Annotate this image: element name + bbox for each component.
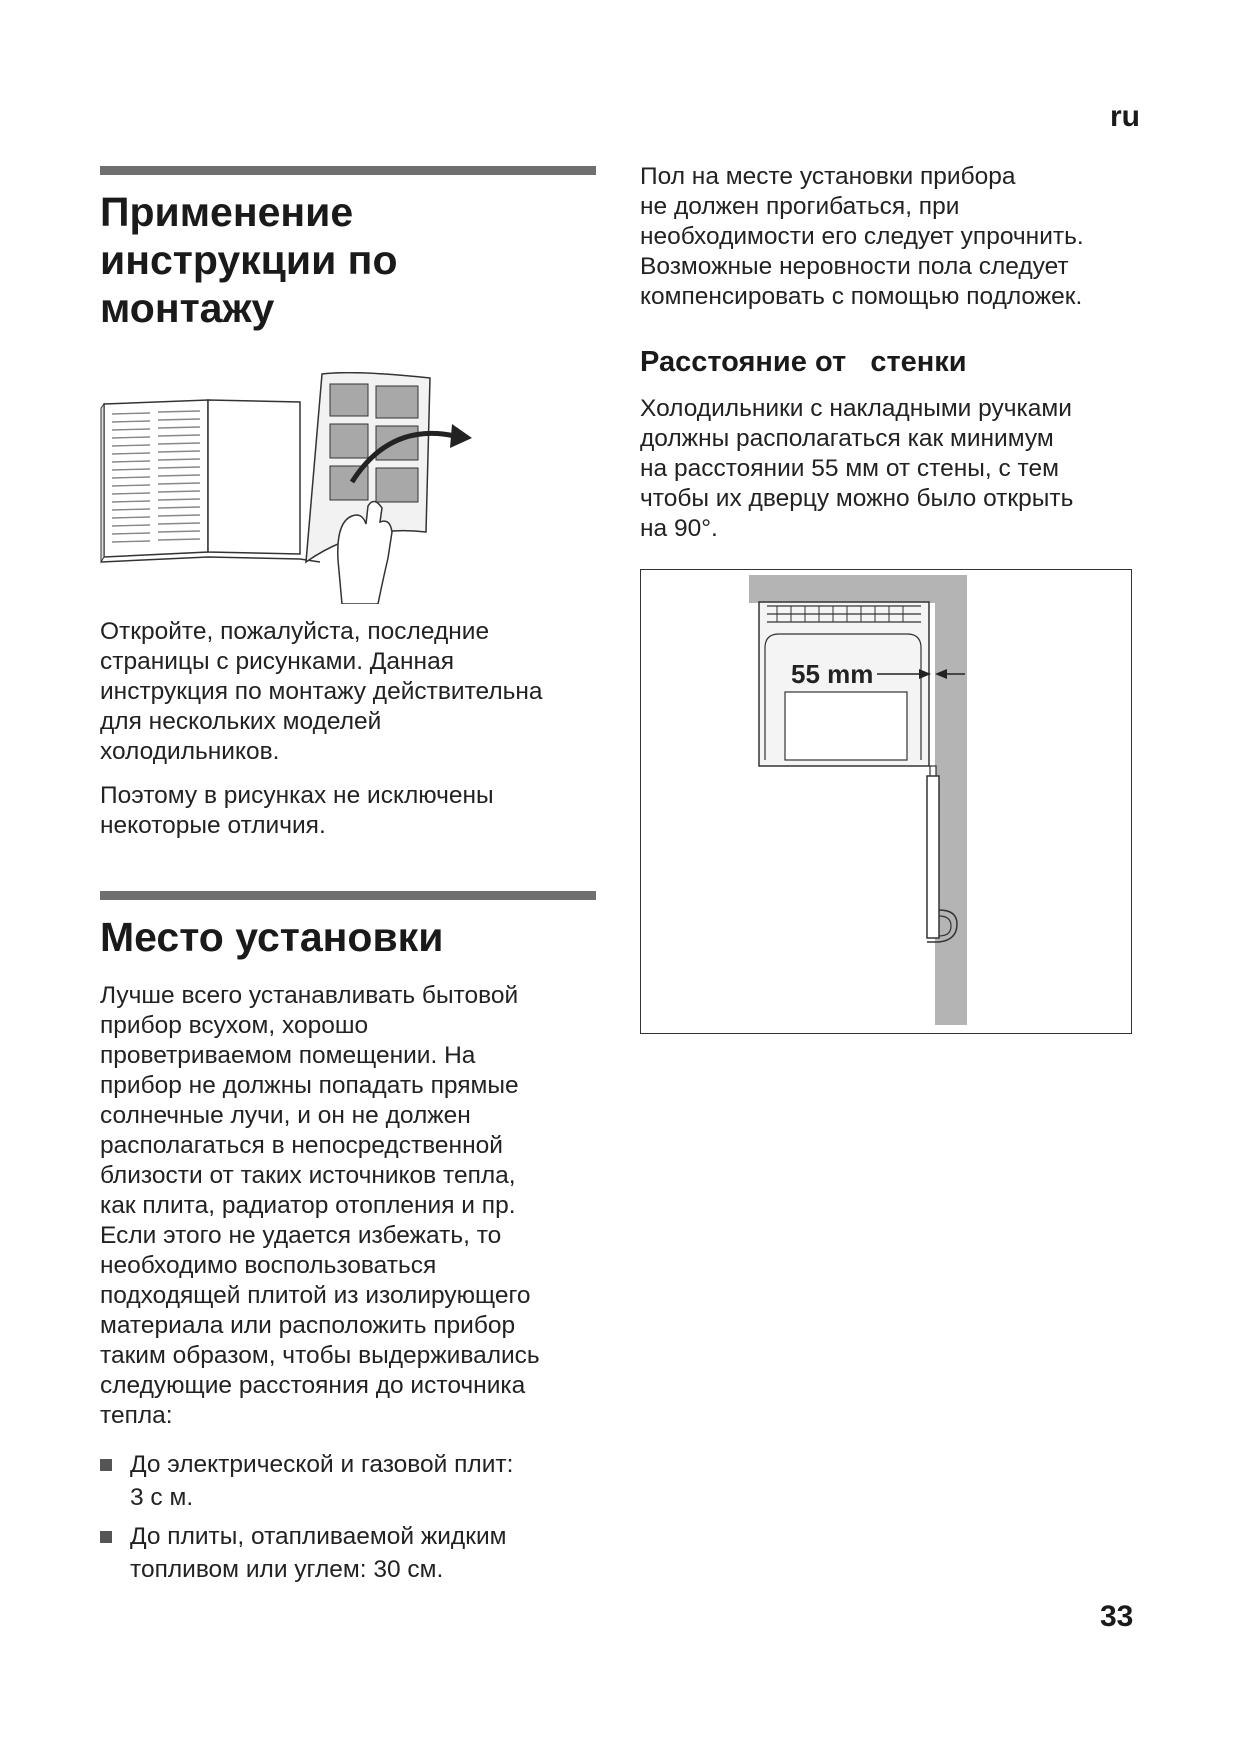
section-title-installation-place: Место установки: [100, 914, 444, 960]
paragraph-installation-place: Лучше всего устанавливать бытовой прибор всухом, хорошо проветриваемом помещении. На прибор не должны попадать прямые солнечные лучи, и он не должен располагаться в непосредственной близости от таких источников тепла, как плита, радиатор отопления и пр. Если этого не удается избежать, то необходимо воспользоваться подходящей плитой из изолирующего материала или расположить прибор таким образом, чтобы выдерживались следующие расстояния до источника тепла:: [100, 982, 540, 1429]
paragraph-floor: Пол на месте установки прибора не должен прогибаться, при необходимости его следует упрочнить. Возможные неровности пола следует компенсировать с помощью подложек.: [640, 163, 1084, 310]
wall-distance-diagram: [640, 569, 1132, 1034]
section-title-instructions: Применение инструкции по монтажу: [100, 189, 398, 331]
paragraph-open-last-pages: Откройте, пожалуйста, последние страницы с рисунками. Данная инструкция по монтажу действительна для нескольких моделей холодильников.: [100, 618, 543, 765]
bullet-square-icon: [100, 1459, 112, 1471]
paragraph-drawing-differences: Поэтому в рисунках не исключены некоторые отличия.: [100, 782, 494, 839]
fridge-top-view-figure: [641, 570, 1131, 1033]
language-code: ru: [1110, 100, 1140, 133]
subheading-wall-distance: Расстояние от стенки: [640, 346, 967, 378]
page-number: 33: [1100, 1600, 1134, 1633]
bullet-square-icon: [100, 1531, 112, 1543]
section-rule-install: [100, 891, 596, 900]
list-item: До электрической и газовой плит: 3 с м.: [100, 1448, 600, 1514]
open-book-illustration: [100, 372, 480, 604]
distance-label: 55 mm: [791, 659, 874, 689]
paragraph-wall-distance: Холодильники с накладными ручками должны располагаться как минимум на расстоянии 55 мм от стены, с тем чтобы их дверцу можно было открыть на 90°.: [640, 395, 1074, 542]
list-item: До плиты, отапливаемой жидким топливом или углем: 30 см.: [100, 1520, 600, 1586]
section-rule-top: [100, 166, 596, 175]
book-icon: [100, 372, 480, 604]
heat-source-distance-list: [100, 1448, 600, 1592]
